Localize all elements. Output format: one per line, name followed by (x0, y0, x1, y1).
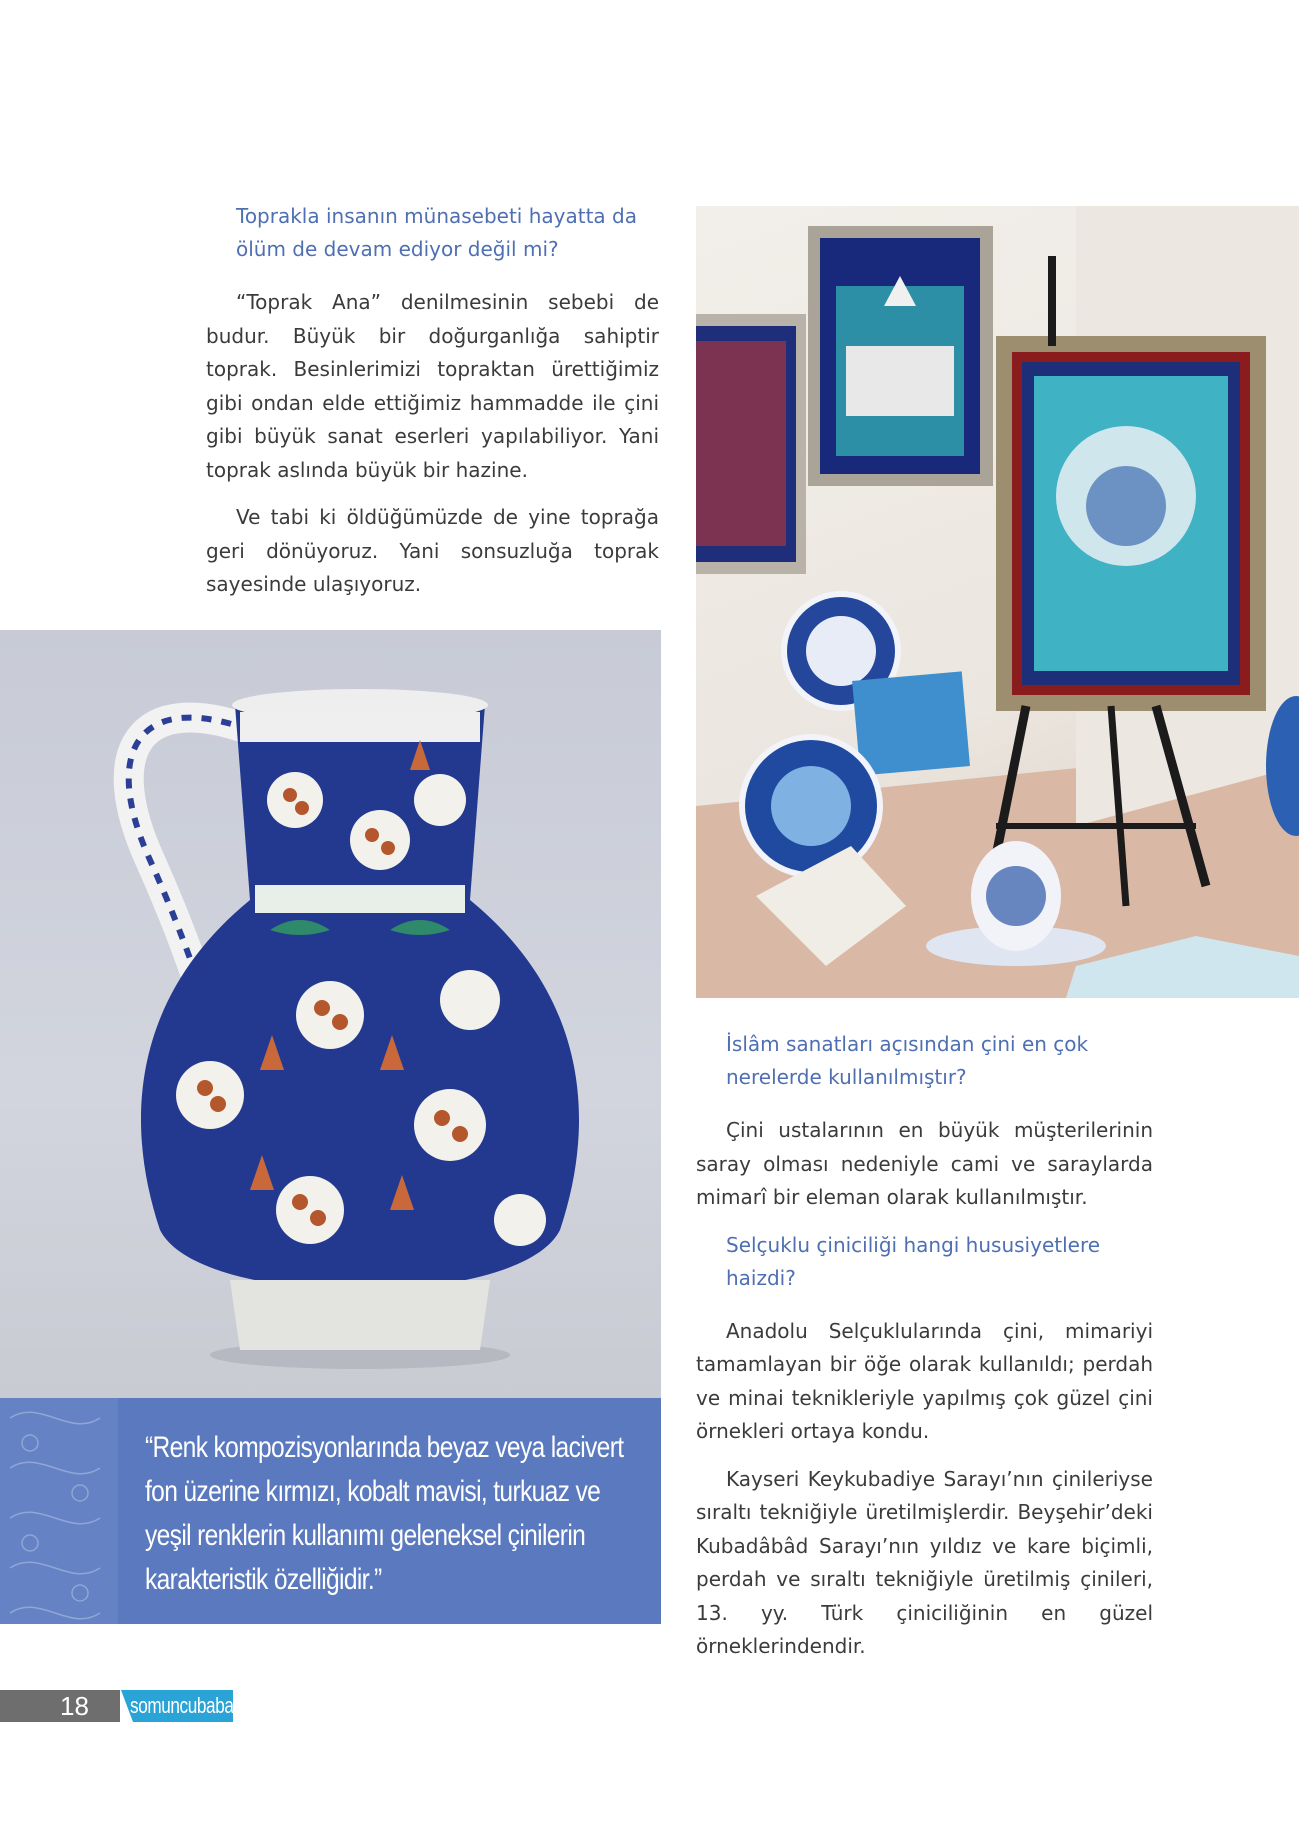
pull-quote-box (0, 1398, 661, 1624)
page-number: 18 (60, 1691, 89, 1721)
iznik-jug-photo (0, 630, 661, 1398)
paragraph: Ve tabi ki öldüğümüzde de yine toprağa geri dönüyoruz. Yani sonsuzluğa toprak sayesinde ulaşıyoruz. (206, 505, 659, 596)
pull-quote-text: “Renk kompozisyonlarında beyaz veya lacivert fon üzerine kırmızı, kobalt mavisi, turkuaz ve yeşil renklerin kullanımı geleneksel çinilerin karakteristik özelliğidir.” (145, 1431, 624, 1596)
left-column (206, 200, 659, 616)
question-heading: İslâm sanatları açısından çini en çok nerelerde kullanılmıştır? (726, 1032, 1089, 1089)
tile-gallery-photo (696, 206, 1299, 998)
paragraph: Anadolu Selçuklularında çini, mimariyi tamamlayan bir öğe olarak kullanıldı; perdah ve minai teknikleriyle yapılmış çok güzel çini örnekleri ortaya kondu. (696, 1318, 1153, 1443)
paragraph: Çini ustalarının en büyük müşterilerinin saray olması nedeniyle cami ve saraylarda mimarî bir eleman olarak kullanılmıştır. (696, 1118, 1153, 1209)
right-column (696, 1028, 1153, 1678)
question-heading: Selçuklu çiniciliği hangi hususiyetlere haizdi? (726, 1232, 1101, 1290)
floral-pattern (0, 1398, 118, 1624)
paragraph: “Toprak Ana” denilmesinin sebebi de budur. Büyük bir doğurganlığa sahiptir toprak. Besinlerimizi topraktan ürettiğimiz gibi ondan elde ettiğimiz hammadde ile çini gibi büyük sanat eserleri yapılabiliyor. Yani toprak aslında büyük bir hazine. (206, 290, 659, 482)
question-heading: Toprakla insanın münasebeti hayatta da ölüm de devam ediyor değil mi? (236, 204, 637, 261)
brand-logo-text: somuncubaba (130, 1693, 234, 1718)
paragraph: Kayseri Keykubadiye Sarayı’nın çinileriyse sıraltı tekniğiyle üretilmişlerdir. Beyşehir’deki Kubadâbâd Sarayı’nın yıldız ve kare biçimli, perdah ve sıraltı tekniğiyle üretilmiş çinileri, 13. yy. Türk çiniciliğinin en güzel örneklerindendir. (696, 1466, 1153, 1658)
